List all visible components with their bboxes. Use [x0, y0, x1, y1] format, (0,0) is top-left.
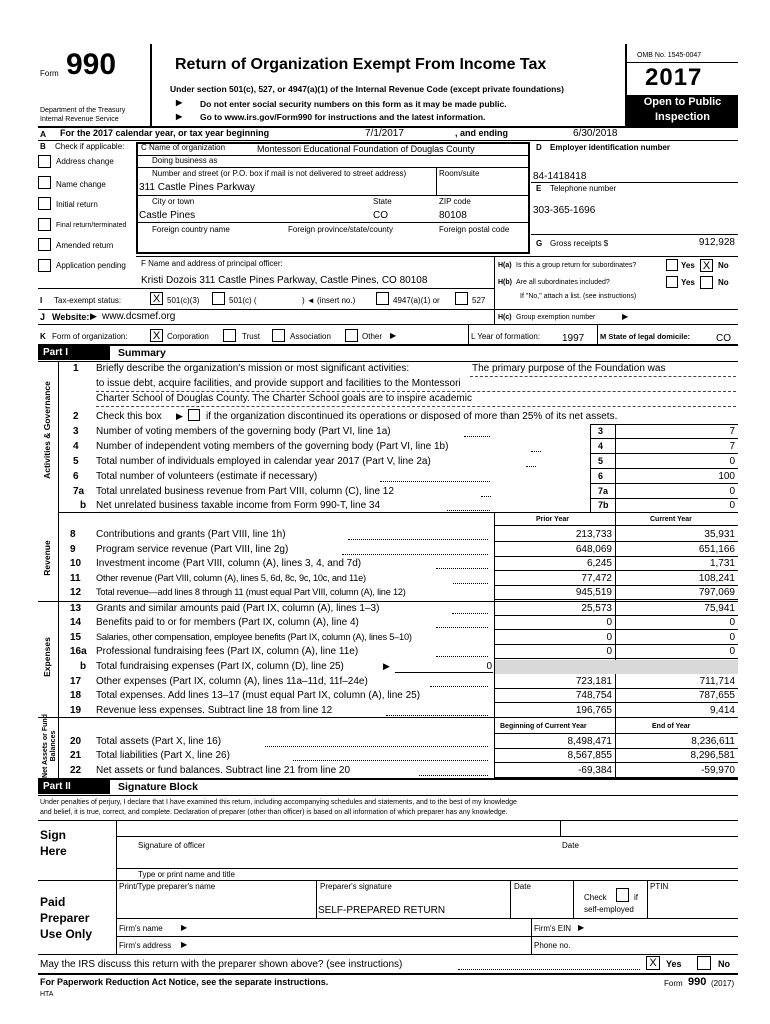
d-letter: D — [536, 143, 542, 152]
net_lines-line-num: 22 — [70, 765, 82, 776]
sign-date-label: Date — [562, 841, 579, 850]
other-checkbox[interactable] — [345, 329, 358, 342]
amended-return-checkbox[interactable] — [38, 238, 51, 251]
exp2-line-num: 17 — [70, 676, 82, 687]
gov-line-value[interactable]: 7 — [729, 426, 735, 437]
527-label: 527 — [472, 296, 486, 305]
irs-label: Internal Revenue Service — [40, 116, 119, 123]
exp_lines-current-value[interactable]: 0 — [729, 617, 735, 628]
state-label: State — [373, 197, 392, 206]
exp_lines-current-value[interactable]: 0 — [729, 632, 735, 643]
part1-title: Summary — [118, 347, 166, 359]
gov-line-text: Net unrelated business taxable income from Form 990-T, line 34 — [96, 500, 381, 511]
hb-text: Are all subordinates included? — [516, 279, 610, 286]
mission-line2[interactable]: to issue debt, acquire facilities, and provide support and facilities to the Montessori — [96, 378, 461, 389]
exp_lines-prior-value[interactable]: 25,573 — [581, 603, 612, 614]
net_lines-line-text: Net assets or fund balances. Subtract line 21 from line 20 — [96, 765, 351, 776]
gov-line-text: Total number of individuals employed in calendar year 2017 (Part V, line 2a) — [96, 456, 431, 467]
phone-no-label: Phone no. — [534, 941, 571, 950]
rev_lines-line-text: Total revenue—add lines 8 through 11 (must equal Part VIII, column (A), line 12) — [96, 587, 406, 597]
exp_lines-current-value[interactable]: 75,941 — [704, 603, 735, 614]
net_lines-current-value[interactable]: 8,236,611 — [691, 736, 735, 747]
rev_lines-current-value[interactable]: 1,731 — [709, 558, 735, 569]
website-value[interactable]: www.dcsmef.org — [102, 311, 176, 322]
application-pending-label: Application pending — [56, 261, 126, 270]
ein-value[interactable]: 84-1418418 — [533, 171, 587, 182]
dept-treasury: Department of the Treasury — [40, 107, 126, 114]
rev_lines-prior-value[interactable]: 648,069 — [575, 544, 612, 555]
ha-letter: H(a) — [498, 262, 512, 269]
arrow-icon: ▶ — [181, 923, 188, 932]
501c-label: 501(c) ( — [229, 296, 257, 305]
corporation-checkbox[interactable]: X — [150, 329, 163, 342]
ha-no-checkbox[interactable]: X — [700, 259, 713, 272]
gov-line-value[interactable]: 7 — [729, 441, 735, 452]
footer-form-label: Form — [664, 979, 683, 988]
paperwork-notice: For Paperwork Reduction Act Notice, see the separate instructions. — [40, 977, 329, 987]
rev_lines-current-value[interactable]: 797,069 — [698, 587, 735, 598]
hc-text: Group exemption number — [516, 314, 596, 321]
part1-label: Part I — [38, 346, 110, 360]
tax-year-begin: 7/1/2017 — [365, 128, 404, 139]
gross-receipts-value[interactable]: 912,928 — [698, 237, 735, 248]
f-label: F Name and address of principal officer: — [141, 259, 283, 268]
gross-receipts-label: Gross receipts $ — [550, 239, 609, 248]
check-if-label: if — [634, 893, 638, 902]
501c-checkbox[interactable] — [212, 292, 225, 305]
exp_lines-prior-value[interactable]: 0 — [606, 617, 612, 628]
footer-form-number: 990 — [688, 976, 707, 988]
gov-line-value[interactable]: 0 — [729, 500, 735, 511]
rev_lines-line-text: Other revenue (Part VIII, column (A), lines 5, 6d, 8c, 9c, 10c, and 11e) — [96, 573, 366, 583]
here-label: Here — [40, 844, 67, 858]
preparer-label: Preparer — [40, 911, 90, 925]
sig-officer-label: Signature of officer — [138, 841, 206, 850]
org-name[interactable]: Montessori Educational Foundation of Douglas County — [257, 144, 475, 154]
tax-year-end: 6/30/2018 — [573, 128, 618, 139]
4947a1-checkbox[interactable] — [376, 292, 389, 305]
room-label: Room/suite — [439, 169, 480, 178]
arrow-icon: ▶ — [176, 411, 183, 421]
exp_lines-line-num: 16a — [70, 646, 87, 657]
street-value[interactable]: 311 Castle Pines Parkway — [139, 182, 255, 193]
prior-year-head: Prior Year — [536, 516, 569, 523]
rev_lines-prior-value[interactable]: 945,519 — [575, 587, 612, 598]
zip-label: ZIP code — [439, 197, 471, 206]
line16b-text: Total fundraising expenses (Part IX, column (D), line 25) — [96, 661, 344, 672]
firm-ein-label: Firm's EIN — [534, 924, 572, 933]
association-checkbox[interactable] — [272, 329, 285, 342]
e-letter: E — [536, 184, 542, 193]
form-number: 990 — [66, 48, 117, 81]
discuss-no-checkbox[interactable] — [697, 956, 711, 970]
application-pending-checkbox[interactable] — [38, 259, 51, 272]
exp2-current-value[interactable]: 711,714 — [699, 676, 735, 687]
rev_lines-line-num: 12 — [70, 587, 82, 598]
gov-line-text: Number of voting members of the governing body (Part VI, line 1a) — [96, 426, 391, 437]
exp2-current-value[interactable]: 9,414 — [709, 705, 735, 716]
gov-line-box: 3 — [598, 426, 604, 436]
self-employed-checkbox[interactable] — [616, 888, 629, 902]
open-line2: Inspection — [654, 111, 710, 123]
line2-num: 2 — [73, 411, 79, 422]
rev_lines-current-value[interactable]: 108,241 — [698, 573, 735, 584]
rev_lines-line-num: 10 — [70, 558, 82, 569]
discontinued-checkbox[interactable] — [188, 409, 200, 421]
arrow-icon: ▶ — [622, 312, 629, 321]
side-activities-governance: Activities & Governance — [42, 381, 52, 479]
exp2-line-num: 19 — [70, 705, 82, 716]
preparer-date-label: Date — [514, 882, 531, 891]
i-letter: I — [40, 296, 43, 305]
insert-no-label: ) ◄ (insert no.) — [302, 296, 356, 305]
rev_lines-line-num: 11 — [70, 573, 81, 584]
ha-yes-label: Yes — [681, 261, 695, 270]
tax-exempt-label: Tax-exempt status: — [54, 296, 122, 305]
arrow-icon: ▶ — [176, 112, 183, 121]
527-checkbox[interactable] — [455, 292, 468, 305]
phone-label: Telephone number — [550, 184, 617, 193]
phone-value[interactable]: 303-365-1696 — [533, 205, 596, 216]
discuss-text: May the IRS discuss this return with the preparer shown above? (see instructions) — [40, 959, 403, 970]
exp_lines-current-value[interactable]: 0 — [729, 646, 735, 657]
exp2-prior-value[interactable]: 723,181 — [575, 676, 612, 687]
part2-label: Part II — [38, 780, 110, 794]
name-change-checkbox[interactable] — [38, 176, 51, 189]
exp_lines-prior-value[interactable]: 0 — [606, 632, 612, 643]
net_lines-line-text: Total liabilities (Part X, line 26) — [96, 750, 230, 761]
ptin-label: PTIN — [650, 882, 669, 891]
penalty-text1: Under penalties of perjury, I declare that I have examined this return, including accompanying schedules and statements, and to the best of my knowledge — [40, 799, 517, 806]
current-year-head: Current Year — [650, 516, 692, 523]
ha-no-label: No — [718, 261, 729, 270]
zip-value[interactable]: 80108 — [439, 210, 467, 221]
side-revenue: Revenue — [42, 540, 52, 576]
rev_lines-prior-value[interactable]: 77,472 — [581, 573, 612, 584]
gov-line-num: 7a — [73, 486, 85, 497]
rev_lines-prior-value[interactable]: 6,245 — [586, 558, 612, 569]
form-label: Form — [40, 69, 59, 78]
hb-no-checkbox[interactable] — [700, 276, 713, 289]
omb-number: OMB No. 1545-0047 — [637, 52, 702, 59]
state-domicile-value[interactable]: CO — [716, 333, 731, 344]
gov-line-num: 5 — [73, 456, 79, 467]
paid-label: Paid — [40, 895, 66, 909]
gov-line-value[interactable]: 100 — [718, 471, 735, 482]
line2-text1: Check this box — [96, 411, 162, 422]
4947a1-label: 4947(a)(1) or — [393, 296, 440, 305]
side-expenses: Expenses — [42, 637, 52, 677]
mission-line1[interactable]: The primary purpose of the Foundation was — [472, 363, 666, 374]
hb-note: If "No," attach a list. (see instructions) — [520, 293, 637, 300]
initial-return-checkbox[interactable] — [38, 197, 51, 210]
rev_lines-line-text: Contributions and grants (Part VIII, line 1h) — [96, 529, 286, 540]
discuss-no-label: No — [718, 959, 730, 969]
exp_lines-prior-value[interactable]: 0 — [606, 646, 612, 657]
exp_lines-line-text: Benefits paid to or for members (Part IX, column (A), line 4) — [96, 617, 359, 628]
k-letter: K — [40, 332, 46, 341]
b-label: Check if applicable: — [55, 142, 125, 151]
line16b-num: b — [80, 661, 87, 672]
net_lines-line-text: Total assets (Part X, line 16) — [96, 736, 222, 747]
gov-line-text: Total unrelated business revenue from Part VIII, column (C), line 12 — [96, 486, 394, 497]
exp_lines-line-num: 14 — [70, 617, 82, 628]
instructions-note: Go to www.irs.gov/Form990 for instructions and the latest information. — [200, 112, 486, 122]
gov-line-box: 7b — [598, 500, 609, 510]
gov-line-num: 6 — [73, 471, 79, 482]
firm-address-label: Firm's address — [119, 941, 172, 950]
footer-year: (2017) — [711, 979, 735, 988]
year-formation-label: L Year of formation: — [471, 332, 541, 341]
amended-return-label: Amended return — [56, 241, 114, 250]
line-a-letter: A — [40, 129, 47, 139]
gov-line-box: 4 — [598, 441, 604, 451]
line1-num: 1 — [73, 363, 79, 374]
type-name-label[interactable]: Type or print name and title — [138, 870, 235, 879]
final-return-label: Final return/terminated — [56, 222, 127, 229]
net_lines-current-value[interactable]: -59,970 — [701, 765, 735, 776]
side-net-assets: Net Assets or Fund Balances — [42, 714, 57, 778]
sign-label: Sign — [40, 828, 66, 842]
boy-head: Beginning of Current Year — [500, 723, 587, 730]
penalty-text2: and belief, it is true, correct, and complete. Declaration of preparer (other than officer) is based on all information of which preparer has any knowledge. — [40, 809, 508, 816]
gov-line-box: 7a — [598, 486, 609, 496]
exp2-prior-value[interactable]: 748,754 — [575, 690, 612, 701]
name-change-label: Name change — [56, 180, 106, 189]
eoy-head: End of Year — [652, 723, 691, 730]
address-change-checkbox[interactable] — [38, 155, 51, 168]
gov-line-num: 3 — [73, 426, 79, 437]
501c3-label: 501(c)(3) — [167, 296, 200, 305]
gov-line-value[interactable]: 0 — [729, 456, 735, 467]
hb-yes-label: Yes — [681, 278, 695, 287]
dba-label: Doing business as — [152, 156, 218, 165]
rev_lines-line-text: Program service revenue (Part VIII, line 2g) — [96, 544, 289, 555]
arrow-icon: ▶ — [390, 331, 397, 340]
preparer-sig-label: Preparer's signature — [320, 882, 392, 891]
exp_lines-line-text: Professional fundraising fees (Part IX, column (A), line 11e) — [96, 646, 359, 657]
city-label: City or town — [152, 197, 195, 206]
arrow-icon: ▶ — [578, 923, 585, 932]
gov-line-num: 4 — [73, 441, 79, 452]
street-label: Number and street (or P.O. box if mail is not delivered to street address) — [152, 169, 407, 178]
address-change-label: Address change — [56, 157, 114, 166]
exp2-line-text: Total expenses. Add lines 13–17 (must equal Part IX, column (A), line 25) — [96, 690, 421, 701]
hb-letter: H(b) — [498, 279, 512, 286]
association-label: Association — [290, 332, 331, 341]
website-label: Website: — [52, 312, 90, 322]
corporation-label: Corporation — [167, 332, 209, 341]
net_lines-prior-value[interactable]: -69,384 — [578, 765, 612, 776]
line-a-text: For the 2017 calendar year, or tax year beginning — [60, 128, 270, 138]
part2-title: Signature Block — [118, 781, 198, 793]
self-employed-label: self-employed — [584, 905, 634, 914]
foreign-postal-label: Foreign postal code — [439, 225, 510, 234]
final-return-checkbox[interactable] — [38, 218, 51, 231]
initial-return-label: Initial return — [56, 200, 98, 209]
rev_lines-line-num: 9 — [70, 544, 76, 555]
exp_lines-line-num: 15 — [70, 632, 82, 643]
open-line1: Open to Public — [643, 96, 722, 108]
self-prepared-value[interactable]: SELF-PREPARED RETURN — [318, 905, 446, 916]
ha-yes-checkbox[interactable] — [666, 259, 678, 271]
state-value[interactable]: CO — [373, 210, 388, 221]
501c3-checkbox[interactable]: X — [150, 292, 163, 305]
exp_lines-line-text: Salaries, other compensation, employee benefits (Part IX, column (A), lines 5–10) — [96, 632, 412, 642]
line-b-letter: B — [40, 142, 46, 151]
gov-line-box: 6 — [598, 471, 604, 481]
foreign-province-label: Foreign province/state/county — [288, 225, 393, 234]
hb-yes-checkbox[interactable] — [666, 276, 678, 288]
hc-letter: H(c) — [498, 314, 512, 321]
rev_lines-line-text: Investment income (Part VIII, column (A), lines 3, 4, and 7d) — [96, 558, 362, 569]
rev_lines-current-value[interactable]: 651,166 — [698, 544, 735, 555]
and-ending: , and ending — [455, 128, 508, 138]
gov-line-text: Total number of volunteers (estimate if necessary) — [96, 471, 318, 482]
exp_lines-line-text: Grants and similar amounts paid (Part IX, column (A), lines 1–3) — [96, 603, 380, 614]
trust-checkbox[interactable] — [223, 329, 236, 342]
exp2-prior-value[interactable]: 196,765 — [575, 705, 612, 716]
exp2-line-num: 18 — [70, 690, 82, 701]
trust-label: Trust — [242, 332, 260, 341]
line2-text2: if the organization discontinued its operations or disposed of more than 25% of its net assets. — [206, 411, 618, 422]
hb-no-label: No — [718, 278, 729, 287]
rev_lines-current-value[interactable]: 35,931 — [704, 529, 735, 540]
form-of-org-label: Form of organization: — [52, 332, 128, 341]
hta-label: HTA — [40, 991, 54, 998]
exp_lines-line-num: 13 — [70, 603, 82, 614]
rev_lines-line-num: 8 — [70, 529, 76, 540]
net_lines-line-num: 21 — [70, 750, 82, 761]
gov-line-box: 5 — [598, 456, 604, 466]
exp2-line-text: Revenue less expenses. Subtract line 18 from line 12 — [96, 705, 333, 716]
tax-year: 2017 — [645, 64, 703, 91]
g-letter: G — [536, 239, 543, 248]
discuss-yes-checkbox[interactable]: X — [646, 956, 660, 970]
line1-text: Briefly describe the organization's mission or most significant activities: — [96, 363, 410, 374]
gov-line-value[interactable]: 0 — [729, 486, 735, 497]
city-value[interactable]: Castle Pines — [139, 210, 196, 221]
arrow-icon: ▶ — [176, 98, 183, 107]
ha-text: Is this a group return for subordinates? — [516, 262, 637, 269]
net_lines-current-value[interactable]: 8,296,581 — [690, 750, 735, 761]
net_lines-line-num: 20 — [70, 736, 82, 747]
discuss-yes-label: Yes — [666, 959, 682, 969]
rev_lines-prior-value[interactable]: 213,733 — [575, 529, 612, 540]
c-label: C Name of organization — [141, 143, 226, 152]
firm-name-label: Firm's name — [119, 924, 163, 933]
net_lines-prior-value[interactable]: 8,567,855 — [567, 750, 612, 761]
arrow-icon: ▶ — [90, 311, 97, 321]
gov-line-text: Number of independent voting members of the governing body (Part VI, line 1b) — [96, 441, 449, 452]
arrow-icon: ▶ — [181, 940, 188, 949]
arrow-icon: ▶ — [383, 661, 390, 671]
year-formation-value[interactable]: 1997 — [562, 333, 585, 344]
principal-officer[interactable]: Kristi Dozois 311 Castle Pines Parkway, Castle Pines, CO 80108 — [141, 275, 428, 286]
ssn-note: Do not enter social security numbers on this form as it may be made public. — [200, 99, 507, 109]
j-letter: J — [40, 312, 46, 322]
gov-line-num: b — [80, 500, 87, 511]
form-subtitle: Under section 501(c), 527, or 4947(a)(1) of the Internal Revenue Code (except private foundations) — [170, 84, 564, 94]
other-label: Other — [362, 332, 383, 341]
exp2-current-value[interactable]: 787,655 — [698, 690, 735, 701]
form-title: Return of Organization Exempt From Income Tax — [175, 56, 547, 73]
ein-label: Employer identification number — [550, 143, 671, 152]
line16b-value[interactable]: 0 — [486, 661, 492, 672]
mission-line3[interactable]: Charter School of Douglas County. The Charter School goals are to inspire academic — [96, 393, 472, 404]
check-label: Check — [584, 893, 607, 902]
net_lines-prior-value[interactable]: 8,498,471 — [567, 736, 612, 747]
foreign-country-label: Foreign country name — [152, 225, 230, 234]
preparer-name-label: Print/Type preparer's name — [119, 882, 216, 891]
state-domicile-label: M State of legal domicile: — [600, 332, 691, 341]
use-only-label: Use Only — [40, 927, 93, 941]
exp2-line-text: Other expenses (Part IX, column (A), lines 11a–11d, 11f–24e) — [96, 676, 368, 687]
